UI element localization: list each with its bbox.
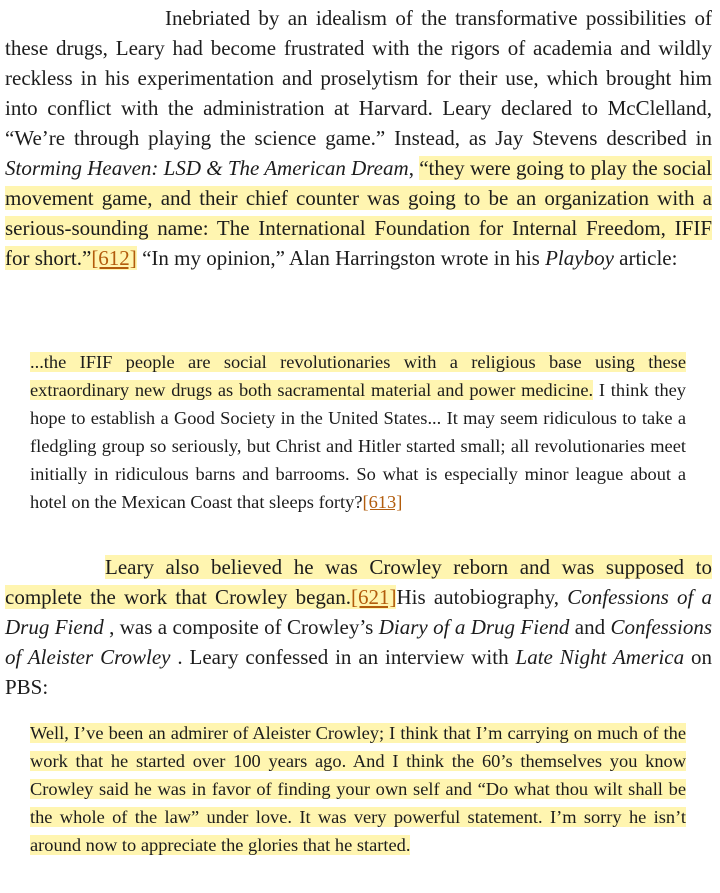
paragraph-crowley-reborn bbox=[5, 552, 712, 702]
book-title-confessions-crowley: Confessions of Aleister Crowley bbox=[5, 615, 712, 669]
footnote-link-621[interactable]: [621] bbox=[350, 585, 397, 609]
block-quote-harrington bbox=[30, 348, 686, 516]
paragraph-text: His autobiography, bbox=[396, 585, 568, 609]
magazine-title-playboy: Playboy bbox=[545, 246, 614, 270]
highlighted-passage: Well, I’ve been an admirer of Aleister Crowley; I think that I’m carrying on much of the work that he started over 100 years ago. And I think the 60’s themselves you know Crowley said he was in favor of finding your own self and “Do what thou wilt shall be the whole of the law” under love. It was very powerful statement. I’m sorry he isn’t around now to appreciate the glories that he started. bbox=[30, 723, 686, 855]
footnote-link-613[interactable]: [613] bbox=[362, 492, 403, 512]
block-quote-leary-interview bbox=[30, 719, 686, 859]
show-title-late-night-america: Late Night America bbox=[515, 645, 685, 669]
book-title-storming-heaven: Storming Heaven: LSD & The American Dream bbox=[5, 156, 409, 180]
paragraph-text: article: bbox=[613, 246, 678, 270]
quote-text: I think they hope to establish a Good Society in the United States... It may seem ridiculous to take a fledgling group so seriously, but Christ and Hitler started small; all revolutionaries meet initially in ridiculous barns and barrooms. So what is especially minor league about a hotel on the Mexican Coast that sleeps forty? bbox=[30, 380, 686, 512]
highlighted-passage: “they were going to play the social movement game, and their chief counter was going to be an organization with a serious-sounding name: The International Foundation for Internal Freedom, IFIF for short.” bbox=[5, 156, 712, 270]
highlighted-passage: Leary also believed he was Crowley reborn and was supposed to complete the work that Crowley began. bbox=[5, 555, 712, 609]
footnote-link-612[interactable]: [612] bbox=[91, 246, 137, 270]
paragraph-text: Inebriated by an idealism of the transformative possibilities of these drugs, Leary had become frustrated with the rigors of academia and wildly reckless in his experimentation and proselytism for their use, which brought him into conflict with the administration at Harvard. Leary declared to McClelland, “We’re through playing the science game.” Instead, as Jay Stevens described in bbox=[5, 6, 712, 150]
paragraph-text: , bbox=[408, 156, 420, 180]
paragraph-text: “In my opinion,” Alan Harringston wrote in his bbox=[136, 246, 546, 270]
book-title-diary-drug-fiend: Diary of a Drug Fiend bbox=[378, 615, 570, 639]
highlighted-passage: ...the IFIF people are social revolutionaries with a religious base using these extraordinary new drugs as both sacramental material and power medicine. bbox=[30, 352, 686, 400]
paragraph-text: . Leary confessed in an interview with bbox=[170, 645, 516, 669]
paragraph-text: , was a composite of Crowley’s bbox=[103, 615, 379, 639]
paragraph-text: on PBS: bbox=[5, 645, 713, 699]
paragraph-text: and bbox=[569, 615, 611, 639]
book-title-confessions-drug-fiend: Confessions of a Drug Fiend bbox=[5, 585, 712, 639]
paragraph-leary-idealism bbox=[5, 3, 712, 273]
